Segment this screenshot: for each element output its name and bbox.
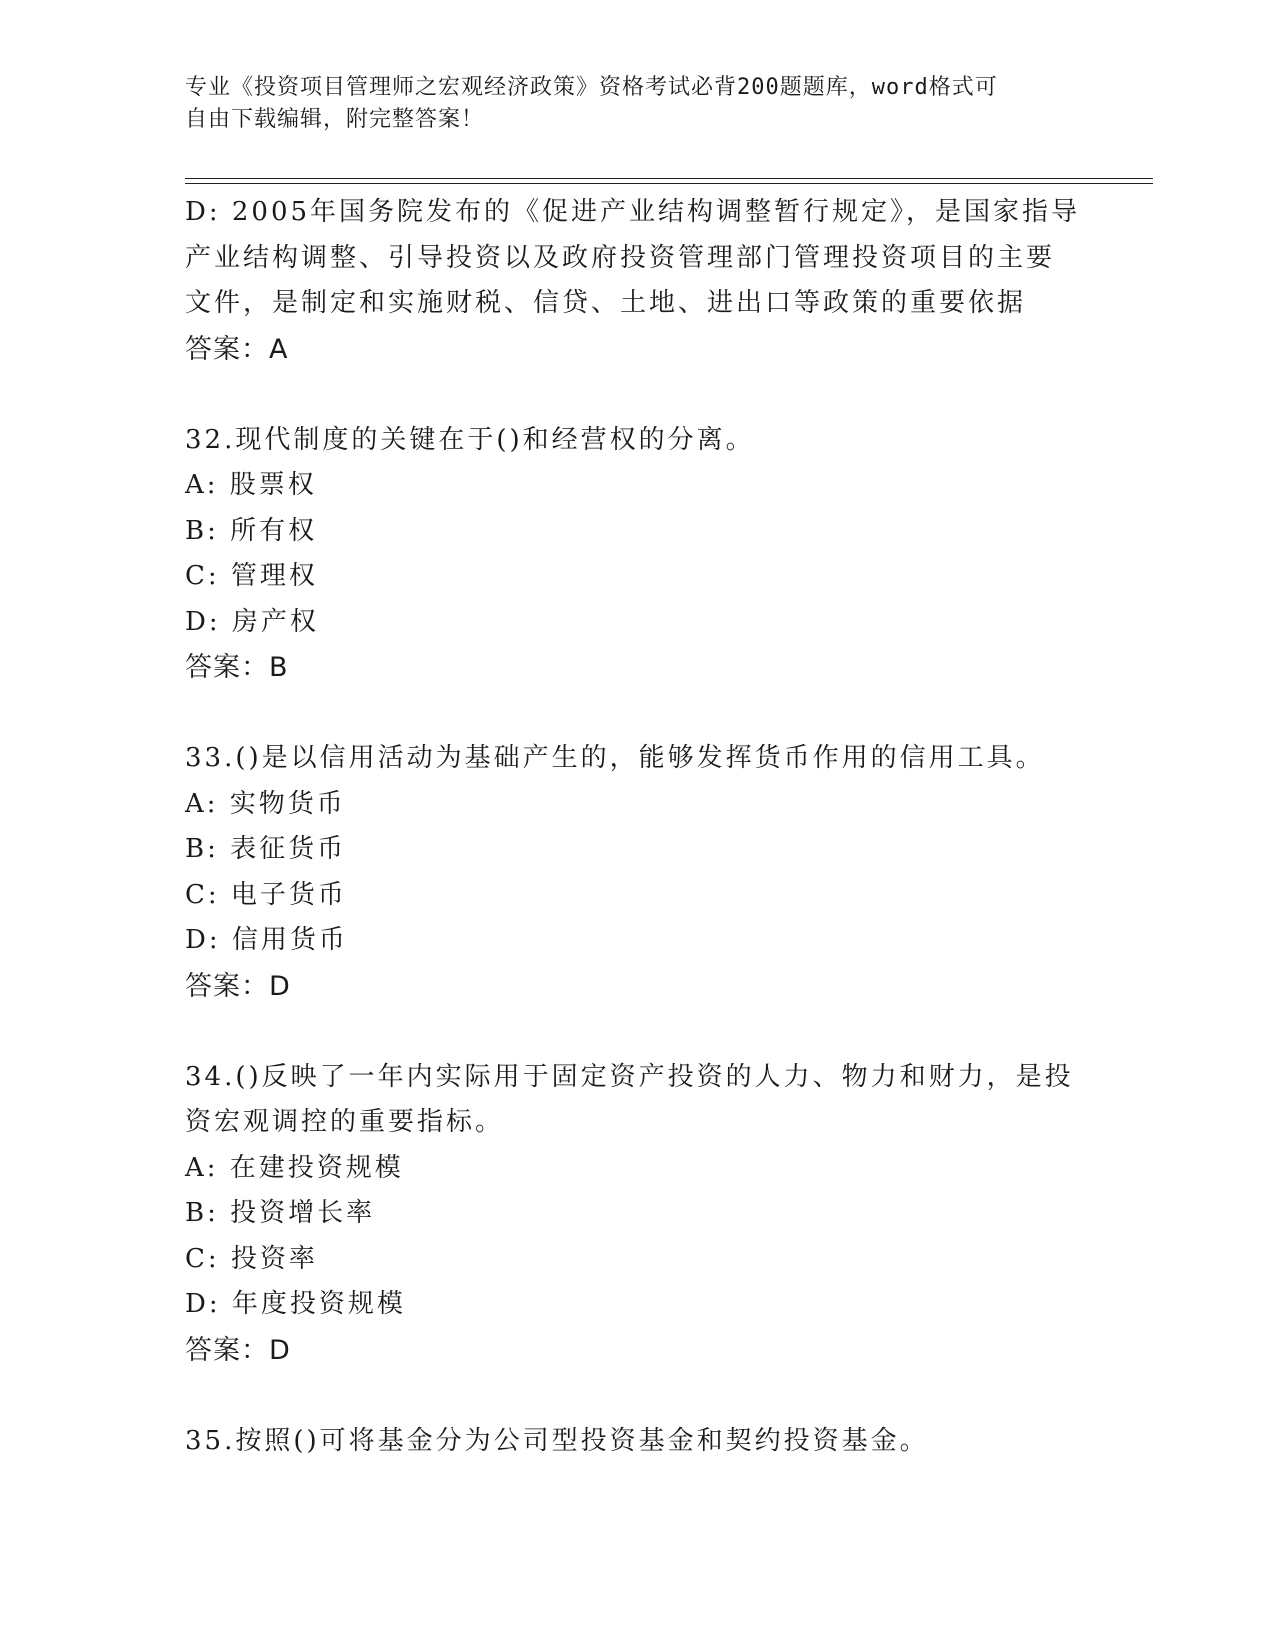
answer-label: 答案：B — [185, 652, 289, 683]
option-d-continued: 产业结构调整、引导投资以及政府投资管理部门管理投资项目的主要 — [185, 242, 1056, 273]
header-line-1: 专业《投资项目管理师之宏观经济政策》资格考试必背200题题库，word格式可 — [185, 75, 998, 100]
header-divider-bottom — [185, 183, 1153, 184]
option-d: D: 年度投资规模 — [185, 1289, 406, 1319]
previous-question-tail — [185, 190, 1085, 372]
spacer — [185, 1373, 1085, 1419]
answer-label: 答案：D — [185, 1334, 291, 1366]
question-33 — [185, 736, 1085, 1009]
spacer — [185, 691, 1085, 737]
option-d-continued: 文件，是制定和实施财税、信贷、土地、进出口等政策的重要依据 — [185, 288, 1027, 318]
option-b: B: 投资增长率 — [185, 1198, 376, 1228]
answer-label: 答案：D — [185, 970, 291, 1002]
question-text: 34.()反映了一年内实际用于固定资产投资的人力、物力和财力，是投 — [185, 1061, 1074, 1092]
option-a: A: 股票权 — [185, 470, 317, 500]
question-text: 33.()是以信用活动为基础产生的，能够发挥货币作用的信用工具。 — [185, 743, 1045, 773]
spacer — [185, 1009, 1085, 1055]
question-32 — [185, 418, 1085, 691]
question-35 — [185, 1419, 1085, 1465]
option-c: C: 电子货币 — [185, 879, 347, 910]
answer-label: 答案：A — [185, 333, 289, 365]
document-header — [185, 72, 1065, 136]
option-b: B: 表征货币 — [185, 834, 347, 864]
header-divider-top — [185, 178, 1153, 179]
option-b: B: 所有权 — [185, 515, 318, 546]
option-d: D: 信用货币 — [185, 925, 348, 955]
question-text-continued: 资宏观调控的重要指标。 — [185, 1107, 505, 1137]
option-a: A: 在建投资规模 — [185, 1152, 404, 1183]
option-a: A: 实物货币 — [185, 788, 346, 819]
header-line-2: 自由下载编辑，附完整答案！ — [185, 107, 485, 132]
spacer — [185, 372, 1085, 418]
question-list — [185, 190, 1085, 1464]
question-34 — [185, 1055, 1085, 1374]
question-text: 32.现代制度的关键在于()和经营权的分离。 — [185, 424, 755, 455]
option-d: D: 房产权 — [185, 606, 319, 637]
option-d: D: 2005年国务院发布的《促进产业结构调整暂行规定》，是国家指导 — [185, 197, 1081, 227]
option-c: C: 投资率 — [185, 1243, 318, 1274]
option-c: C: 管理权 — [185, 561, 318, 591]
question-text: 35.按照()可将基金分为公司型投资基金和契约投资基金。 — [185, 1425, 929, 1456]
